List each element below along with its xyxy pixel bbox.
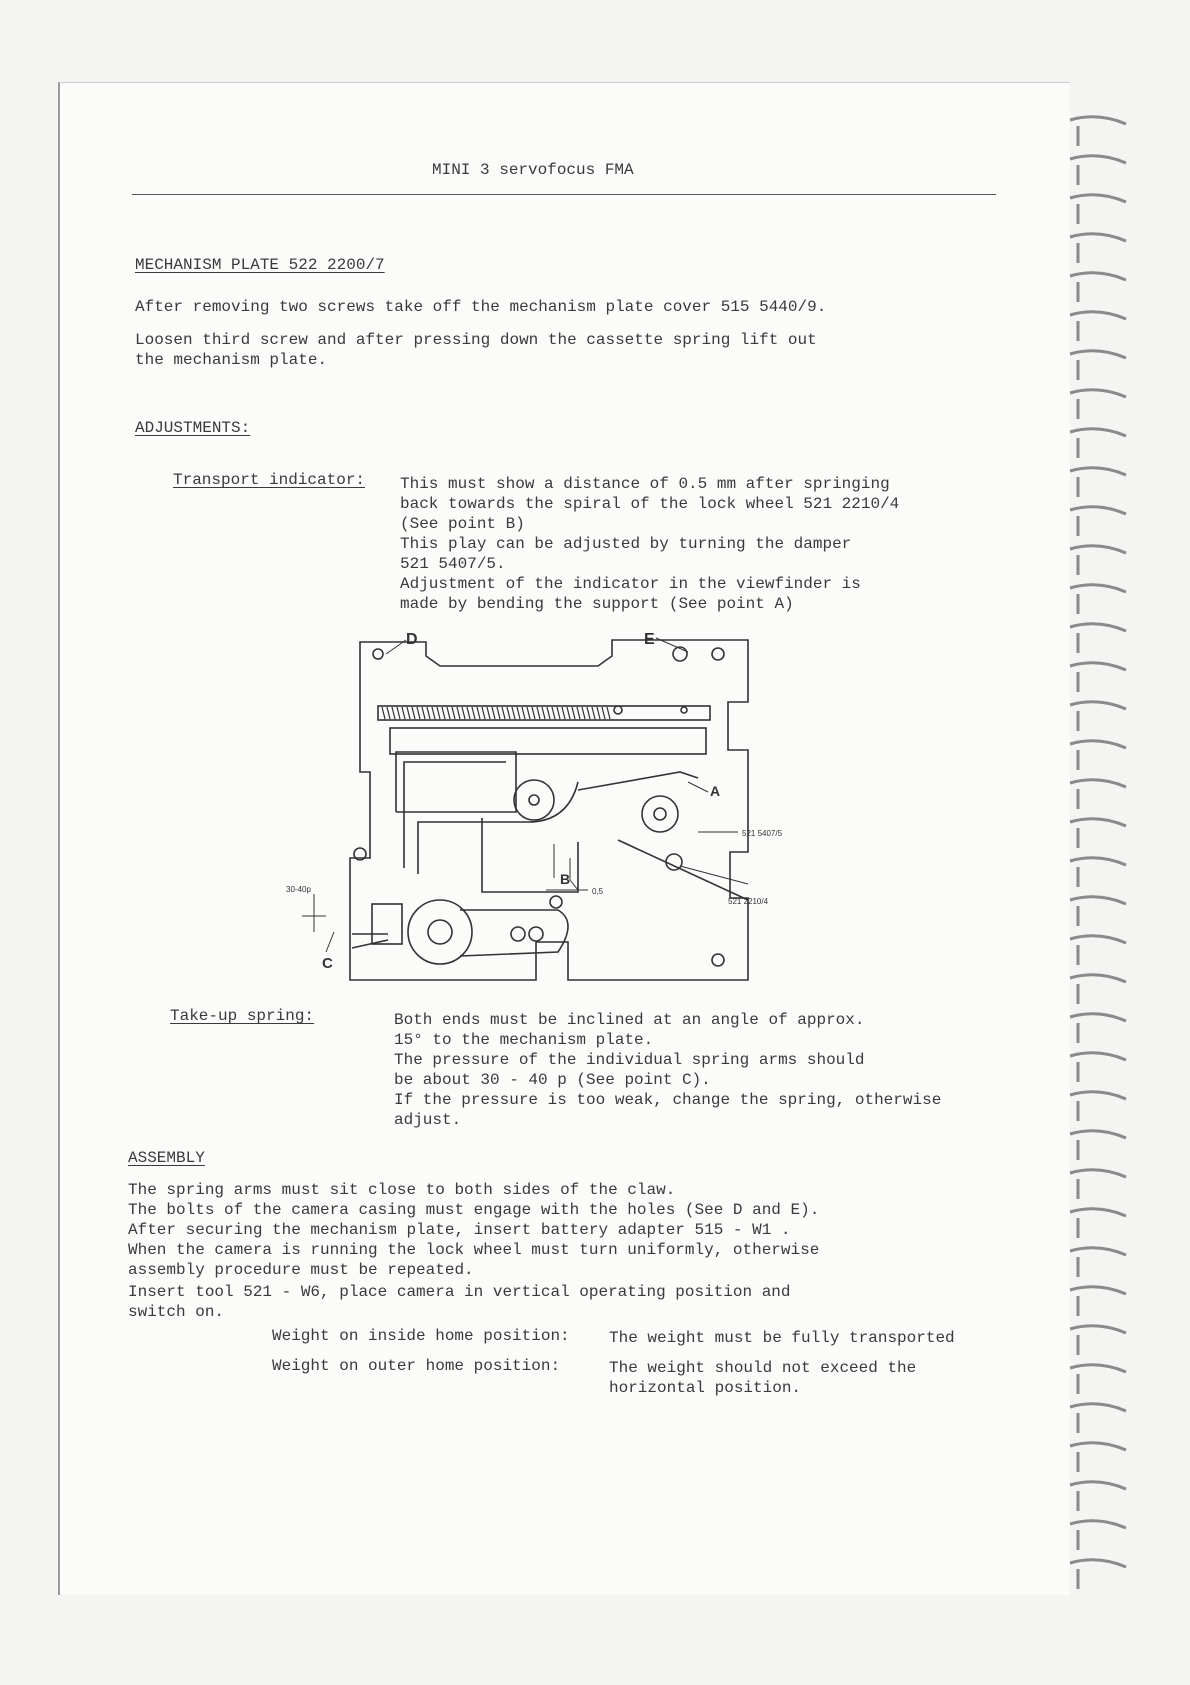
assembly-line-5: assembly procedure must be repeated. bbox=[128, 1261, 474, 1279]
spring-coil-mark bbox=[457, 707, 460, 719]
spring-coil-mark bbox=[527, 707, 530, 719]
spring-coil-mark bbox=[447, 707, 450, 719]
spring-coil-mark bbox=[382, 707, 385, 719]
mechanism-plate-heading: MECHANISM PLATE 522 2200/7 bbox=[135, 256, 385, 274]
figure-label-a: A bbox=[710, 783, 721, 799]
binding-coil bbox=[1070, 195, 1126, 224]
spring-coil-mark bbox=[522, 707, 525, 719]
spring-coil-mark bbox=[437, 707, 440, 719]
takeup-line-5: If the pressure is too weak, change the spring, otherwise bbox=[394, 1091, 942, 1109]
binding-coil bbox=[1070, 819, 1126, 848]
figure-label-c: C bbox=[322, 955, 333, 972]
page-header-title: MINI 3 servofocus FMA bbox=[432, 161, 634, 179]
spring-coil-mark bbox=[422, 707, 425, 719]
figure-part-lock-wheel: 521 2210/4 bbox=[728, 897, 769, 906]
binding-coil bbox=[1070, 1521, 1126, 1550]
transport-line-1: This must show a distance of 0.5 mm after springing bbox=[400, 475, 890, 493]
transport-line-4: This play can be adjusted by turning the damper bbox=[400, 535, 852, 553]
spring-coil-mark bbox=[442, 707, 445, 719]
binding-coil bbox=[1070, 273, 1126, 302]
takeup-line-6: adjust. bbox=[394, 1111, 462, 1129]
figure-part-damper: 521 5407/5 bbox=[742, 829, 783, 838]
binding-coil bbox=[1070, 1131, 1126, 1160]
spring-coil-mark bbox=[412, 707, 415, 719]
spring-coil-mark bbox=[597, 707, 600, 719]
spring-coil-mark bbox=[587, 707, 590, 719]
binding-coil bbox=[1070, 429, 1126, 458]
transport-line-5: 521 5407/5. bbox=[400, 555, 506, 573]
binding-coil bbox=[1070, 585, 1126, 614]
figure-label-e: E bbox=[644, 631, 655, 648]
header-rule bbox=[132, 194, 996, 195]
takeup-line-4: be about 30 - 40 p (See point C). bbox=[394, 1071, 711, 1089]
binding-coil bbox=[1070, 1209, 1126, 1238]
spring-coil-mark bbox=[407, 707, 410, 719]
spring-coil-mark bbox=[567, 707, 570, 719]
spring-coil-mark bbox=[392, 707, 395, 719]
binding-coil bbox=[1070, 234, 1126, 263]
binding-coil bbox=[1070, 780, 1126, 809]
assembly-line-6: Insert tool 521 - W6, place camera in vertical operating position and bbox=[128, 1283, 791, 1301]
weight-outer-value-line-1: The weight should not exceed the bbox=[609, 1359, 917, 1377]
spring-coil-mark bbox=[542, 707, 545, 719]
figure-dim-play: 0,5 bbox=[592, 887, 604, 896]
binding-coil bbox=[1070, 936, 1126, 965]
assembly-heading: ASSEMBLY bbox=[128, 1149, 205, 1167]
weight-outer-label: Weight on outer home position: bbox=[272, 1357, 561, 1375]
binding-coil bbox=[1070, 663, 1126, 692]
spring-coil-mark bbox=[512, 707, 515, 719]
takeup-line-3: The pressure of the individual spring arms should bbox=[394, 1051, 865, 1069]
spring-coil-mark bbox=[557, 707, 560, 719]
binding-coil bbox=[1070, 1326, 1126, 1355]
spring-coil-mark bbox=[462, 707, 465, 719]
binding-coil bbox=[1070, 1170, 1126, 1199]
figure-dim-pressure: 30-40p bbox=[286, 885, 311, 894]
weight-outer-value-line-2: horizontal position. bbox=[609, 1379, 802, 1397]
spring-coil-mark bbox=[487, 707, 490, 719]
spring-coil-mark bbox=[577, 707, 580, 719]
binding-coil bbox=[1070, 546, 1126, 575]
spring-coil-mark bbox=[387, 707, 390, 719]
spring-coil-mark bbox=[572, 707, 575, 719]
weight-inside-label: Weight on inside home position: bbox=[272, 1327, 570, 1345]
binding-coil bbox=[1070, 117, 1126, 146]
transport-line-2: back towards the spiral of the lock wheel 521 2210/4 bbox=[400, 495, 900, 513]
binding-coil bbox=[1070, 1248, 1126, 1277]
mechanism-plate-drawing bbox=[278, 622, 798, 992]
mechanism-para-1: After removing two screws take off the mechanism plate cover 515 5440/9. bbox=[135, 298, 827, 316]
binding-coil bbox=[1070, 897, 1126, 926]
binding-coil bbox=[1070, 741, 1126, 770]
takeup-line-1: Both ends must be inclined at an angle of approx. bbox=[394, 1011, 865, 1029]
spring-coil-mark bbox=[547, 707, 550, 719]
assembly-line-2: The bolts of the camera casing must engage with the holes (See D and E). bbox=[128, 1201, 820, 1219]
spring-coil-mark bbox=[582, 707, 585, 719]
figure-label-b: B bbox=[560, 871, 571, 887]
assembly-line-4: When the camera is running the lock wheel must turn uniformly, otherwise bbox=[128, 1241, 820, 1259]
transport-indicator-label: Transport indicator: bbox=[173, 471, 366, 489]
spring-coil-mark bbox=[402, 707, 405, 719]
transport-line-7: made by bending the support (See point A) bbox=[400, 595, 794, 613]
binding-coil bbox=[1070, 390, 1126, 419]
spring-coil-mark bbox=[417, 707, 420, 719]
spring-coil-mark bbox=[602, 707, 605, 719]
mechanism-para-2-line-2: the mechanism plate. bbox=[135, 351, 328, 369]
binding-coil bbox=[1070, 1482, 1126, 1511]
spring-coil-mark bbox=[562, 707, 565, 719]
spring-coil-mark bbox=[452, 707, 455, 719]
binding-coil bbox=[1070, 1014, 1126, 1043]
spring-coil-mark bbox=[482, 707, 485, 719]
spring-coil-mark bbox=[537, 707, 540, 719]
spring-coil-mark bbox=[607, 707, 610, 719]
spring-coil-mark bbox=[532, 707, 535, 719]
spring-coil-mark bbox=[507, 707, 510, 719]
spring-coil-mark bbox=[552, 707, 555, 719]
spring-coil-mark bbox=[472, 707, 475, 719]
spring-coil-mark bbox=[592, 707, 595, 719]
binding-coil bbox=[1070, 1287, 1126, 1316]
binding-coil bbox=[1070, 975, 1126, 1004]
binding-coil bbox=[1070, 1443, 1126, 1472]
binding-coil bbox=[1070, 1092, 1126, 1121]
transport-line-3: (See point B) bbox=[400, 515, 525, 533]
assembly-line-1: The spring arms must sit close to both sides of the claw. bbox=[128, 1181, 676, 1199]
mechanism-para-2-line-1: Loosen third screw and after pressing down the cassette spring lift out bbox=[135, 331, 817, 349]
spring-coil-mark bbox=[432, 707, 435, 719]
spring-coil-mark bbox=[477, 707, 480, 719]
spring-coil-mark bbox=[502, 707, 505, 719]
spring-coil-mark bbox=[497, 707, 500, 719]
spiral-binding bbox=[1068, 112, 1130, 1602]
binding-coil bbox=[1070, 507, 1126, 536]
take-up-spring-label: Take-up spring: bbox=[170, 1007, 315, 1025]
takeup-line-2: 15° to the mechanism plate. bbox=[394, 1031, 654, 1049]
spring-coil-mark bbox=[517, 707, 520, 719]
binding-coil bbox=[1070, 312, 1126, 341]
binding-coil bbox=[1070, 156, 1126, 185]
binding-coil bbox=[1070, 624, 1126, 653]
spring-coil-mark bbox=[492, 707, 495, 719]
adjustments-heading: ADJUSTMENTS: bbox=[135, 419, 251, 437]
binding-coil bbox=[1070, 702, 1126, 731]
binding-coil bbox=[1070, 1404, 1126, 1433]
binding-coil bbox=[1070, 858, 1126, 887]
spring-coil-mark bbox=[427, 707, 430, 719]
weight-inside-value: The weight must be fully transported bbox=[609, 1329, 955, 1347]
binding-coil bbox=[1070, 1560, 1126, 1589]
mechanism-plate-figure bbox=[278, 622, 798, 992]
transport-line-6: Adjustment of the indicator in the viewfinder is bbox=[400, 575, 861, 593]
spring-coil-mark bbox=[397, 707, 400, 719]
assembly-line-7: switch on. bbox=[128, 1303, 225, 1321]
binding-coil bbox=[1070, 468, 1126, 497]
binding-coil bbox=[1070, 1365, 1126, 1394]
figure-label-d: D bbox=[406, 631, 418, 648]
assembly-line-3: After securing the mechanism plate, insert battery adapter 515 - W1 . bbox=[128, 1221, 791, 1239]
binding-coil bbox=[1070, 1053, 1126, 1082]
binding-coil bbox=[1070, 351, 1126, 380]
spring-coil-mark bbox=[467, 707, 470, 719]
